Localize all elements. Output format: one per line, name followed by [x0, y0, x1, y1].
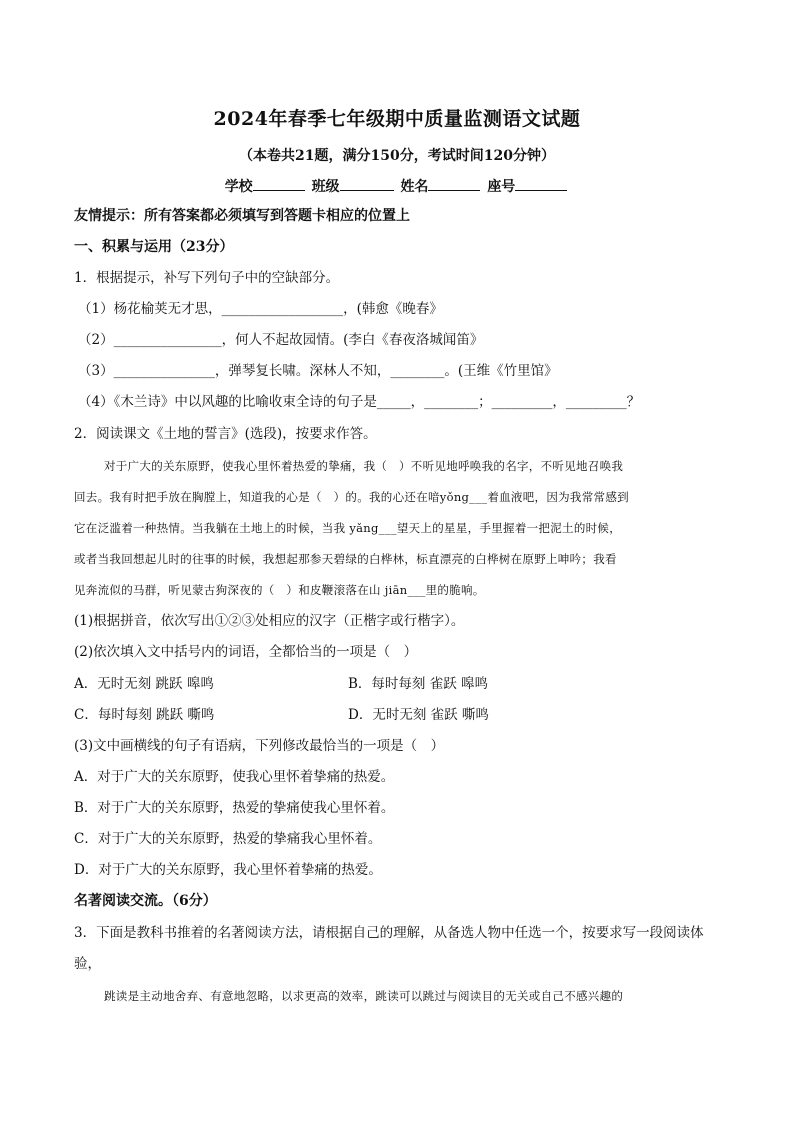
- field-class-blank[interactable]: [340, 177, 394, 191]
- student-info-row: [0, 176, 794, 196]
- q2-sub2-option-a: A．无时无刻 跳跃 嗥鸣: [74, 676, 214, 692]
- field-name-label: 姓名: [400, 179, 429, 195]
- q1-stem: 1．根据提示，补写下列句子中的空缺部分。: [74, 270, 340, 286]
- notice: 友情提示：所有答案都必须填写到答题卡相应的位置上: [74, 208, 410, 224]
- field-school-blank[interactable]: [253, 177, 305, 191]
- q2-stem: 2．阅读课文《土地的誓言》(选段)，按要求作答。: [74, 426, 377, 442]
- q2-sub3-option-a: A．对于广大的关东原野，使我心里怀着挚痛的热爱。: [74, 769, 395, 785]
- exam-title: 2024年春季七年级期中质量监测语文试题: [213, 108, 581, 130]
- exam-subtitle: （本卷共21题，满分150分，考试时间120分钟）: [239, 148, 555, 164]
- q2-sub2-option-c: C．每时每刻 跳跃 嘶鸣: [74, 707, 215, 723]
- field-name-blank[interactable]: [428, 177, 480, 191]
- q2-sub1: (1)根据拼音，依次写出①②③处相应的汉字（正楷字或行楷字）。: [74, 613, 465, 629]
- q2-sub3: (3)文中画横线的句子有语病，下列修改最恰当的一项是（ ）: [74, 738, 445, 754]
- q2-sub2: (2)依次填入文中括号内的词语，全都恰当的一项是（ ）: [74, 644, 418, 660]
- q2-sub2-option-d: D．无时无刻 雀跃 嘶鸣: [348, 707, 489, 723]
- q1-item-3: （3）_______________，弹琴复长啸。深林人不知，________。(王维《竹里馆》: [78, 363, 558, 379]
- q2-sub3-option-c: C．对于广大的关东原野，热爱的挚痛我心里怀着。: [74, 831, 382, 847]
- q2-sub2-option-b: B．每时每刻 雀跃 嗥鸣: [348, 676, 489, 692]
- section1-heading: 一、积累与运用（23分）: [74, 239, 234, 255]
- passage-line-3: 它在泛滥着一种热情。当我躺在土地上的时候，当我 yǎng___望天上的星星，手里握着一把泥土的时候，: [74, 521, 622, 535]
- q3-stem-line-1: 3．下面是教科书推着的名著阅读方法，请根据自己的理解，从备选人物中任选一个，按要求写一段阅读体: [74, 925, 704, 941]
- q1-item-2: （2）________________，何人不起故园情。(李白《春夜洛城闻笛》: [78, 332, 484, 348]
- passage-line-1: 对于广大的关东原野，使我心里怀着热爱的挚痛，我（ ）不听见地呼唤我的名字，不听见地召唤我: [104, 459, 624, 473]
- field-class-label: 班级: [311, 179, 340, 195]
- field-school-label: 学校: [224, 179, 253, 195]
- q3-stem-line-2: 验，: [74, 956, 101, 972]
- q2-sub3-option-b: B．对于广大的关东原野，热爱的挚痛使我心里怀着。: [74, 800, 395, 816]
- passage-line-4: 或者当我回想起儿时的往事的时候，我想起那参天碧绿的白桦林，标直漂亮的白桦树在原野上呻吟；我看: [74, 552, 617, 566]
- field-seat-blank[interactable]: [515, 177, 567, 191]
- q1-item-1: （1）杨花榆荚无才思，__________________，(韩愈《晚春》: [78, 301, 443, 317]
- q3-passage-line: 跳读是主动地舍弃、有意地忽略，以求更高的效率，跳读可以跳过与阅读目的无关或自己不感兴趣的: [104, 989, 624, 1003]
- passage-line-2: 回去。我有时把手放在胸膛上，知道我的心是（ ）的。我的心还在喑yǒng___着血液吧，因为我常常感到: [74, 490, 629, 504]
- section2-heading: 名著阅读交流。（6分）: [74, 893, 217, 909]
- field-seat-label: 座号: [487, 179, 516, 195]
- passage-line-5: 见奔流似的马群，听见蒙古狗深夜的（ ）和皮鞭滚落在山 jiān___里的脆响。: [74, 583, 485, 597]
- q2-sub3-option-d: D．对于广大的关东原野，我心里怀着挚痛的热爱。: [74, 862, 382, 878]
- q1-item-4: （4）《木兰诗》中以风趣的比喻收束全诗的句子是_____，________；_________，_________？: [78, 394, 641, 410]
